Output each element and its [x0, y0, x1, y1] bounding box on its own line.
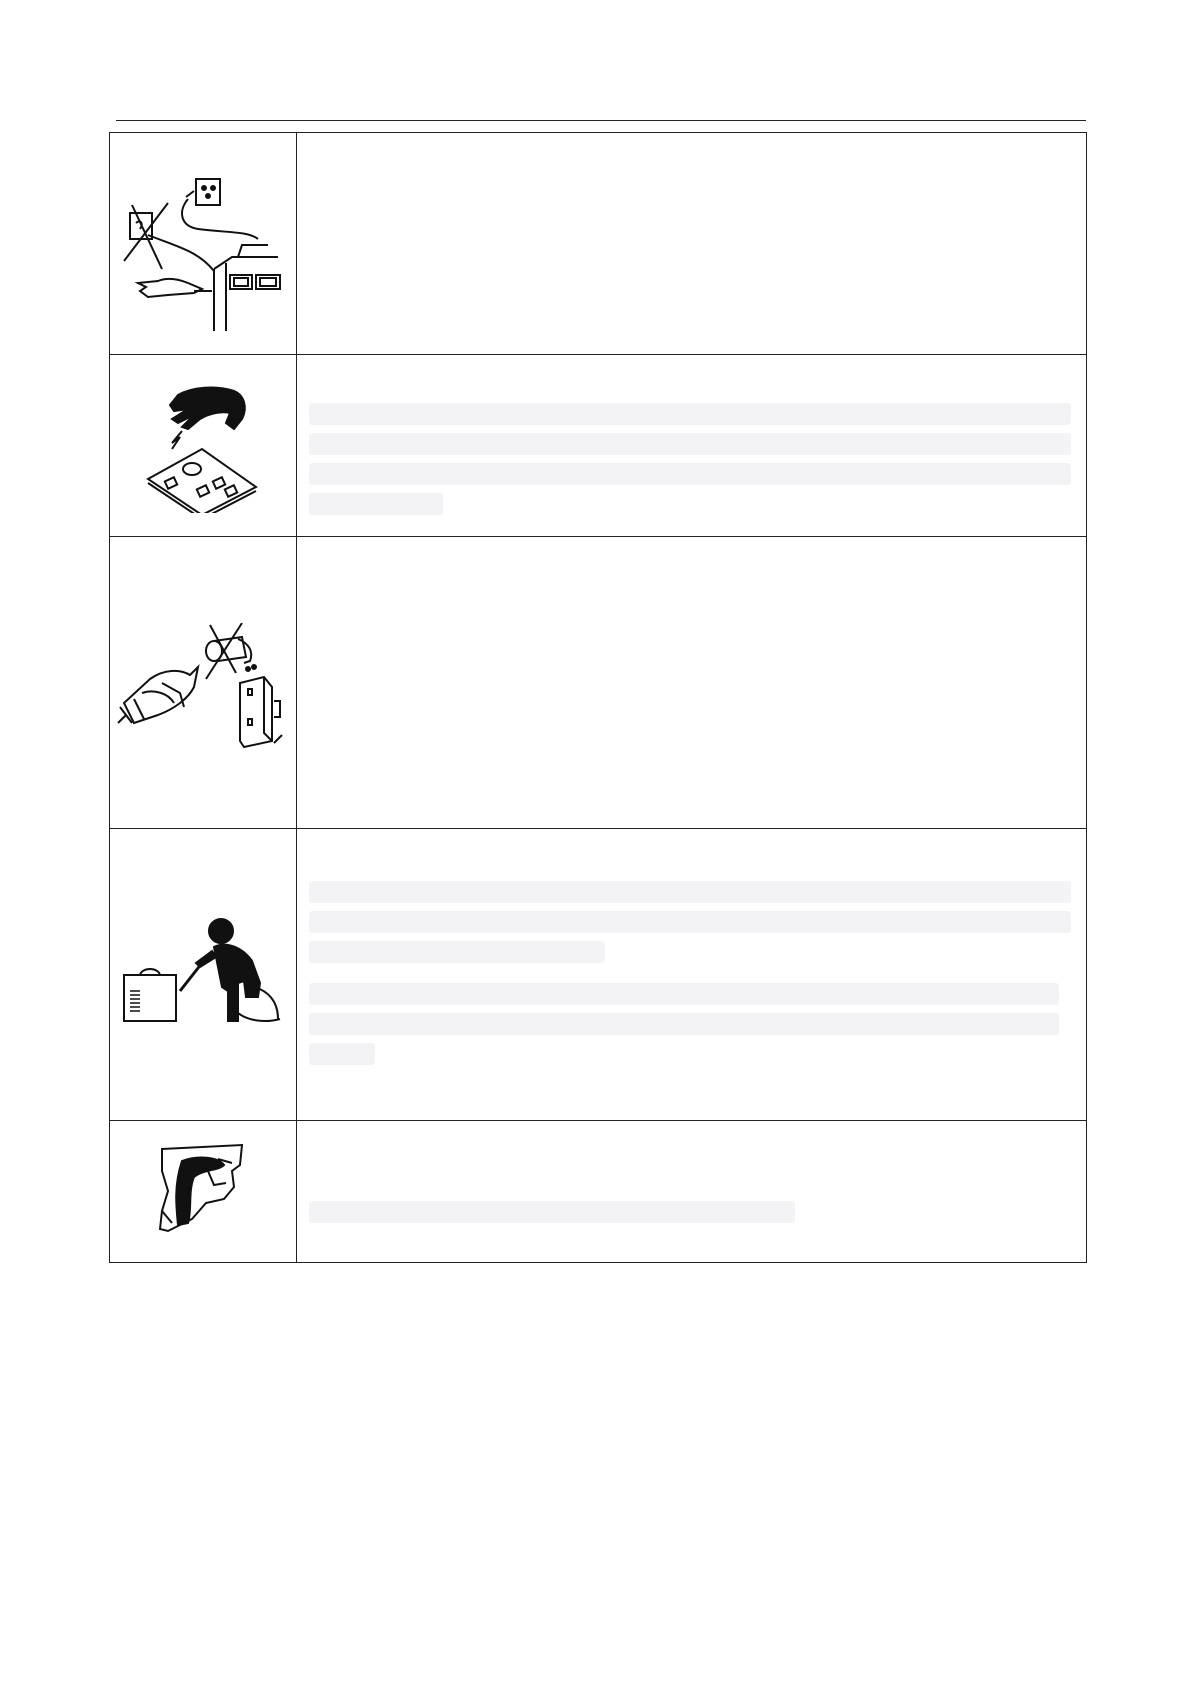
- safety-row: [110, 829, 1087, 1121]
- text-line-placeholder: [309, 463, 1071, 485]
- text-line-placeholder: [309, 1013, 1059, 1035]
- safety-icon-cell: [110, 829, 297, 1121]
- safety-text-cell: [297, 1121, 1087, 1263]
- text-line-placeholder: [309, 493, 443, 515]
- safety-row: [110, 1121, 1087, 1263]
- text-line-placeholder: [309, 911, 1071, 933]
- safety-icon-cell: [110, 355, 297, 537]
- safety-row: [110, 355, 1087, 537]
- welder-at-machine-icon: [118, 917, 294, 1037]
- text-line-placeholder: [309, 881, 1071, 903]
- safety-row: [110, 537, 1087, 829]
- text-line-placeholder: [309, 1043, 375, 1065]
- hand-circuit-board-shock-icon: [142, 383, 282, 513]
- text-line-placeholder: [309, 983, 1059, 1005]
- safety-text-cell: [297, 829, 1087, 1121]
- text-line-placeholder: [309, 403, 1071, 425]
- safety-icon-cell: [110, 133, 297, 355]
- safety-instructions-table: [109, 132, 1087, 1263]
- safety-text-cell: [297, 355, 1087, 537]
- safety-icon-cell: [110, 1121, 297, 1263]
- safety-row: [110, 133, 1087, 355]
- safety-icon-cell: [110, 537, 297, 829]
- plug-socket-warning-icon: [118, 171, 288, 331]
- text-line-placeholder: [309, 433, 1071, 455]
- text-line-placeholder: [309, 1201, 795, 1223]
- gloves-and-wet-hands-warning-icon: [114, 623, 290, 753]
- text-line-placeholder: [309, 941, 605, 963]
- header-rule: [116, 120, 1086, 121]
- protective-boots-icon: [148, 1141, 258, 1241]
- safety-text-cell: [297, 133, 1087, 355]
- safety-text-cell: [297, 537, 1087, 829]
